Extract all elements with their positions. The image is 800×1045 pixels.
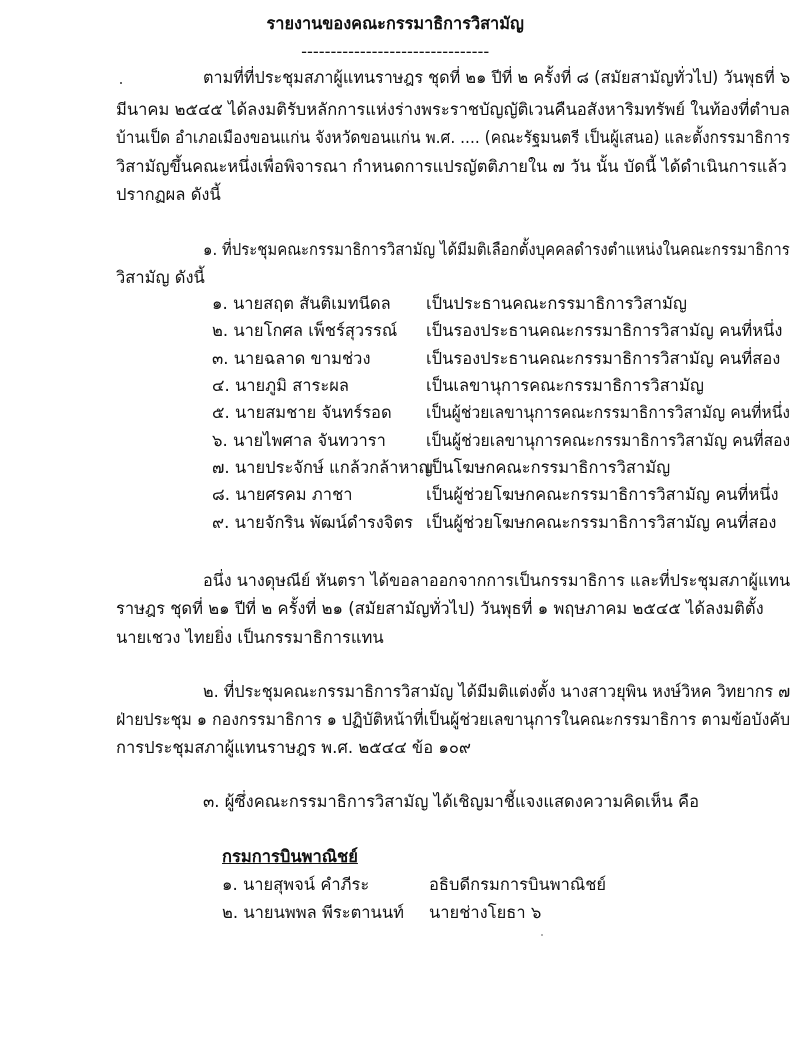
note-line-2: ราษฎร ชุดที่ ๒๑ ปีที่ ๒ ครั้งที่ ๒๑ (สมัยสามัญทั่วไป) วันพุธที่ ๑ พฤษภาคม ๒๕๔๕ ได้ลงมติตั้ง [116,599,764,618]
section1-line-2: วิสามัญ ดังนี้ [116,268,205,287]
member-name: ๕. นายสมชาย จันทร์รอด [212,403,392,422]
intro-line-5: ปรากฏผล ดังนี้ [116,185,221,204]
invitee-name: ๑. นายสุพจน์ คำภีระ [222,875,370,894]
stray-mark [541,934,543,936]
note-line-3: นายเชวง ไทยยิ่ง เป็นกรรมาธิการแทน [116,628,384,647]
member-name: ๖. นายไพศาล จันทวารา [212,431,386,450]
member-role: เป็นรองประธานคณะกรรมาธิการวิสามัญ คนที่หนึ่ง [426,321,783,340]
member-name: ๑. นายสฤต สันติเมทนีดล [212,294,391,313]
intro-line-2: มีนาคม ๒๕๔๕ ได้ลงมติรับหลักการแห่งร่างพระราชบัญญัติเวนคืนอสังหาริมทรัพย์ ในท้องที่ตำบล [116,100,790,119]
member-name: ๘. นายศรคม ภาชา [212,485,353,504]
note-line-1: อนึ่ง นางดุษณีย์ หันตรา ได้ขอลาออกจากการเป็นกรรมาธิการ และที่ประชุมสภาผู้แทน [203,571,791,590]
member-name: ๔. นายภูมิ สาระผล [212,376,350,395]
section2-line-1: ๒. ที่ประชุมคณะกรรมาธิการวิสามัญ ได้มีมติแต่งตั้ง นางสาวยุพิน หงษ์วิหค วิทยากร ๗ [203,682,791,701]
member-role: เป็นผู้ช่วยเลขานุการคณะกรรมาธิการวิสามัญ คนที่หนึ่ง [426,403,790,422]
member-role: เป็นผู้ช่วยโฆษกคณะกรรมาธิการวิสามัญ คนที่สอง [426,513,777,532]
member-role: เป็นผู้ช่วยเลขานุการคณะกรรมาธิการวิสามัญ คนที่สอง [426,431,791,450]
member-role: เป็นรองประธานคณะกรรมาธิการวิสามัญ คนที่สอง [426,349,781,368]
section1-line-1: ๑. ที่ประชุมคณะกรรมาธิการวิสามัญ ได้มีมติเลือกตั้งบุคคลดำรงตำแหน่งในคณะกรรมาธิการ [203,240,790,259]
invitee-name: ๒. นายนพพล พีระตานนท์ [222,903,404,922]
member-role: เป็นผู้ช่วยโฆษกคณะกรรมาธิการวิสามัญ คนที่หนึ่ง [426,485,779,504]
member-name: ๒. นายโกศล เพ็ชร์สุวรรณ์ [212,321,398,340]
title-separator: -------------------------------- [301,42,490,61]
intro-line-4: วิสามัญขึ้นคณะหนึ่งเพื่อพิจารณา กำหนดการแปรญัตติภายใน ๗ วัน นั้น บัดนี้ ได้ดำเนินการแล้ว [116,157,787,176]
invitee-role: อธิบดีกรมการบินพาณิชย์ [429,875,607,894]
member-role: เป็นโฆษกคณะกรรมาธิการวิสามัญ [426,458,671,477]
section3-line: ๓. ผู้ซึ่งคณะกรรมาธิการวิสามัญ ได้เชิญมาชี้แจงแสดงความคิดเห็น คือ [203,792,699,811]
member-role: เป็นเลขานุการคณะกรรมาธิการวิสามัญ [426,376,704,395]
invitee-role: นายช่างโยธา ๖ [429,903,542,922]
member-role: เป็นประธานคณะกรรมาธิการวิสามัญ [426,294,687,313]
member-name: ๗. นายประจักษ์ แกล้วกล้าหาญ [212,458,433,477]
document-title: รายงานของคณะกรรมาธิการวิสามัญ [266,14,524,33]
stray-mark [120,82,122,84]
department-heading: กรมการบินพาณิชย์ [222,847,358,866]
intro-line-3: บ้านเป็ด อำเภอเมืองขอนแก่น จังหวัดขอนแก่น พ.ศ. .... (คณะรัฐมนตรี เป็นผู้เสนอ) และตั้งกรรมาธิการ [116,128,791,147]
member-name: ๓. นายฉลาด ขามช่วง [212,349,371,368]
section2-line-2: ฝ่ายประชุม ๑ กองกรรมาธิการ ๑ ปฏิบัติหน้าที่เป็นผู้ช่วยเลขานุการในคณะกรรมาธิการ ตามข้อบังคับ [116,710,791,729]
intro-line-1: ตามที่ที่ประชุมสภาผู้แทนราษฎร ชุดที่ ๒๑ ปีที่ ๒ ครั้งที่ ๘ (สมัยสามัญทั่วไป) วันพุธที่ ๖ [203,68,791,87]
member-name: ๙. นายจักริน พัฒน์ดำรงจิตร [212,513,414,532]
section2-line-3: การประชุมสภาผู้แทนราษฎร พ.ศ. ๒๕๔๔ ข้อ ๑๐๙ [116,738,471,757]
